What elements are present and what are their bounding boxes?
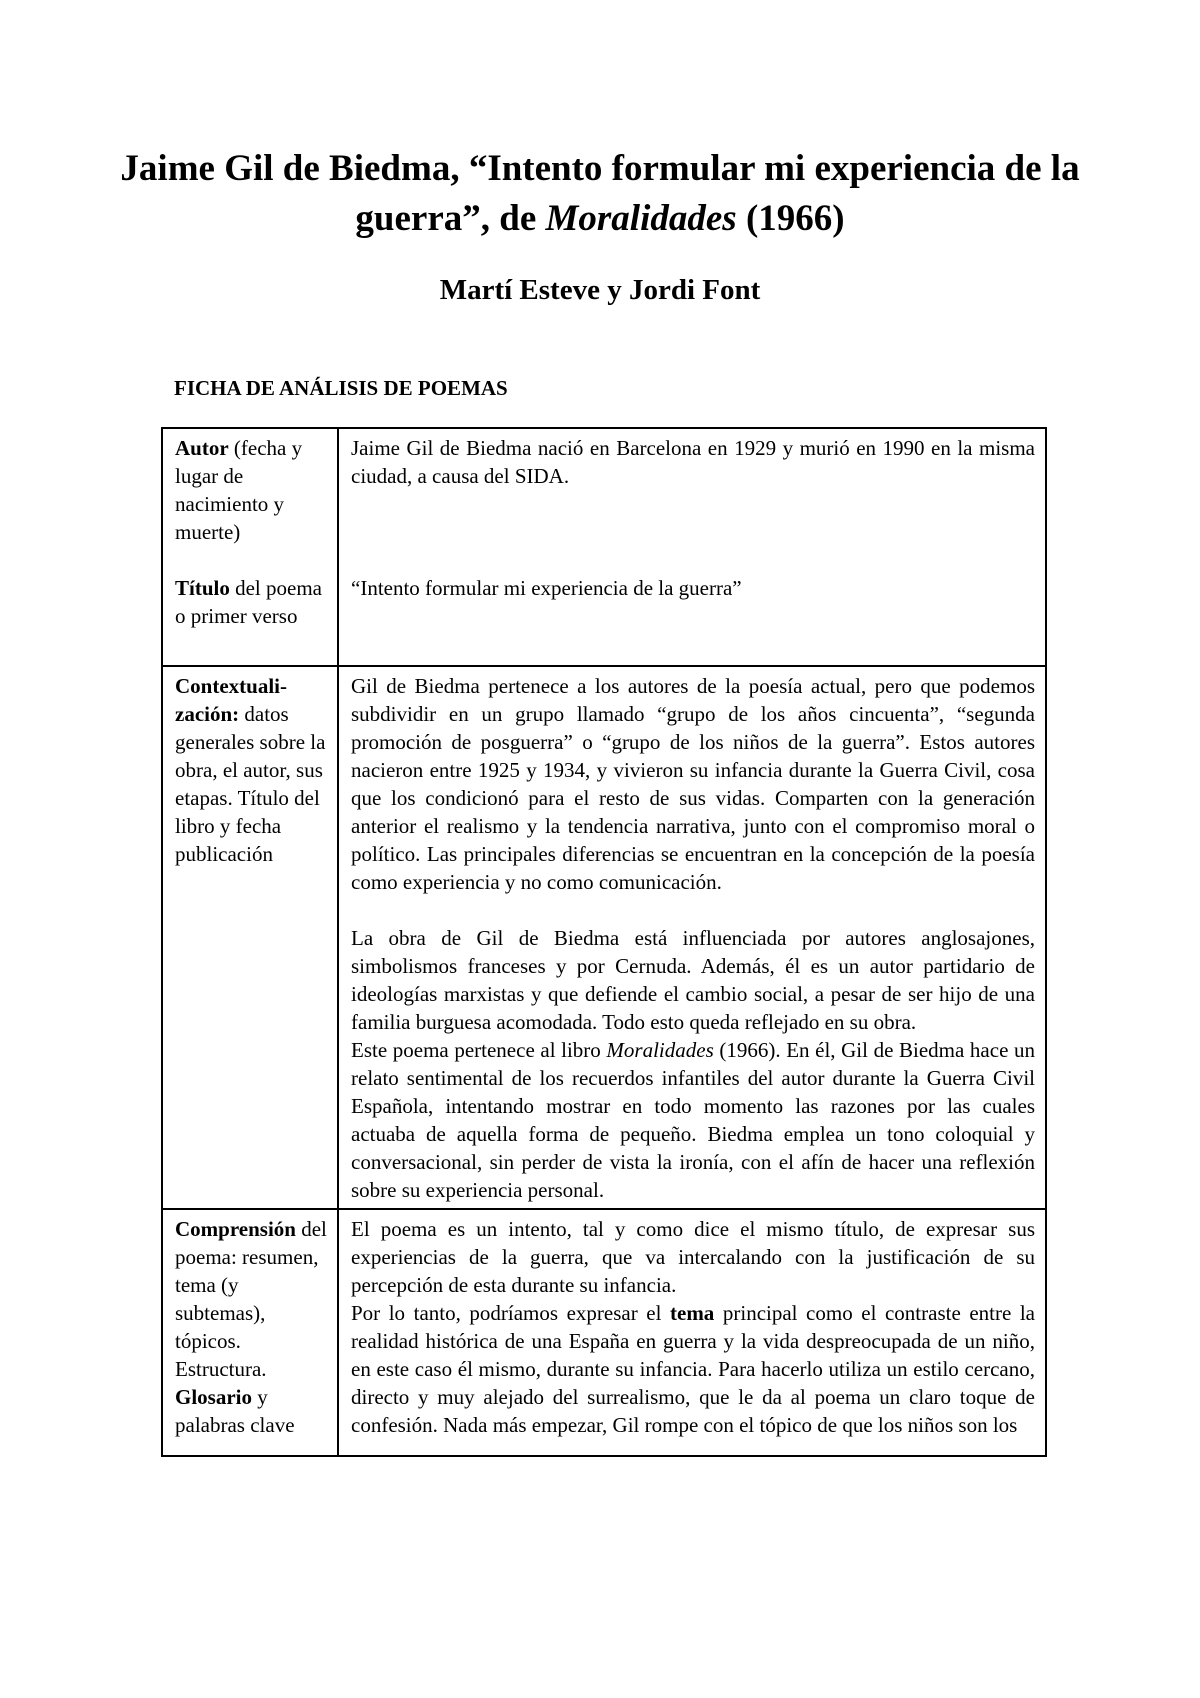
- titulo-label-rest: del poema o primer verso: [175, 576, 322, 628]
- comprension-label-bold: Comprensión: [175, 1217, 296, 1241]
- row-content-comprension: [338, 1209, 1046, 1456]
- para3-text-a: Este poema pertenece al libro: [351, 1038, 607, 1062]
- contextualizacion-para-1: Gil de Biedma pertenece a los autores de la poesía actual, pero que podemos subdividir en un grupo llamado “grupo de los años cincuenta”, “segunda promoción de posguerra” o “grupo de los niños de la guerra”. Estos autores nacieron entre 1925 y 1934, y vivieron su infancia durante la Guerra Civil, cosa que los condicionó para el resto de sus vidas. Comparten con la generación anterior el realismo y la tendencia narrativa, junto con el compromiso moral o político. Las principales diferencias se encuentran en la concepción de la poesía como experiencia y no como comunicación.: [351, 674, 1035, 894]
- para3-text-b: (1966). En él, Gil de Biedma hace un relato sentimental de los recuerdos infantiles del autor durante la Guerra Civil Española, intentando mostrar en todo momento las razones por las cuales actuaba de aquella forma de pequeño. Biedma emplea un tono coloquial y conversacional, sin perder de vista la ironía, con el afín de hacer una reflexión sobre su experiencia personal.: [351, 1038, 1036, 1202]
- contextualizacion-label-rest: datos generales sobre la obra, el autor, sus etapas. Título del libro y fecha publicación: [175, 702, 326, 866]
- table-row-contextualizacion: [162, 666, 1046, 1209]
- table-row-autor: [162, 428, 1046, 666]
- autor-text: Jaime Gil de Biedma nació en Barcelona en 1929 y murió en 1990 en la misma ciudad, a causa del SIDA.: [351, 436, 1035, 488]
- analysis-table: [161, 427, 1047, 1457]
- section-heading: FICHA DE ANÁLISIS DE POEMAS: [174, 376, 508, 400]
- contextualizacion-label-bold: Contextuali-zación:: [175, 674, 287, 726]
- row-label-comprension: [162, 1209, 338, 1456]
- autor-label-rest: (fecha y lugar de nacimiento y muerte): [175, 436, 303, 544]
- document-authors: Martí Esteve y Jordi Font: [439, 274, 761, 306]
- titulo-label-bold: Título: [175, 576, 230, 600]
- document-title: [100, 144, 1100, 244]
- comprension-para-2: [351, 1299, 1035, 1439]
- para2-text-b: principal como el contraste entre la realidad histórica de una España en guerra y la vida despreocupada de un niño, en este caso él mismo, durante su infancia. Para hacerlo utiliza un estilo cercano, directo y muy alejado del surrealismo, que le da al poema un claro toque de confesión. Nada más empezar, Gil rompe con el tópico de que los niños son los: [351, 1301, 1035, 1437]
- comprension-label-rest: del poema: resumen, tema (y subtemas), tópicos. Estructura.: [175, 1217, 327, 1381]
- autor-label-bold: Autor: [175, 436, 229, 460]
- titulo-text: “Intento formular mi experiencia de la guerra”: [351, 576, 742, 600]
- autor-label: [175, 434, 327, 546]
- title-text: Jaime Gil de Biedma, “Intento formular mi experiencia de la guerra”, de: [120, 148, 1080, 239]
- para2-text-a: Por lo tanto, podríamos expresar el: [351, 1301, 670, 1325]
- row-label-autor: [162, 428, 338, 666]
- titulo-label: [175, 574, 327, 630]
- row-content-contextualizacion: [338, 666, 1046, 1209]
- contextualizacion-para-2: La obra de Gil de Biedma está influenciada por autores anglosajones, simbolismos franceses y por Cernuda. Además, él es un autor partidario de ideologías marxistas y que defiende el cambio social, a pesar de ser hijo de una familia burguesa acomodada. Todo esto queda reflejado en su obra.: [351, 926, 1035, 1034]
- title-book-name: Moralidades: [545, 198, 737, 239]
- para3-book-name: Moralidades: [606, 1038, 714, 1062]
- para2-tema-bold: tema: [670, 1301, 715, 1325]
- title-year: (1966): [736, 198, 845, 239]
- table-row-comprension: [162, 1209, 1046, 1456]
- glosario-label-rest: y palabras clave: [175, 1385, 295, 1437]
- comprension-para-1: El poema es un intento, tal y como dice el mismo título, de expresar sus experiencias de la guerra, que va intercalando con la justificación de su percepción de esta durante su infancia.: [351, 1217, 1035, 1297]
- glosario-label-bold: Glosario: [175, 1385, 252, 1409]
- contextualizacion-para-3: [351, 1036, 1035, 1204]
- row-label-contextualizacion: [162, 666, 338, 1209]
- comprension-content-clip: [351, 1215, 1035, 1443]
- row-content-autor: [338, 428, 1046, 666]
